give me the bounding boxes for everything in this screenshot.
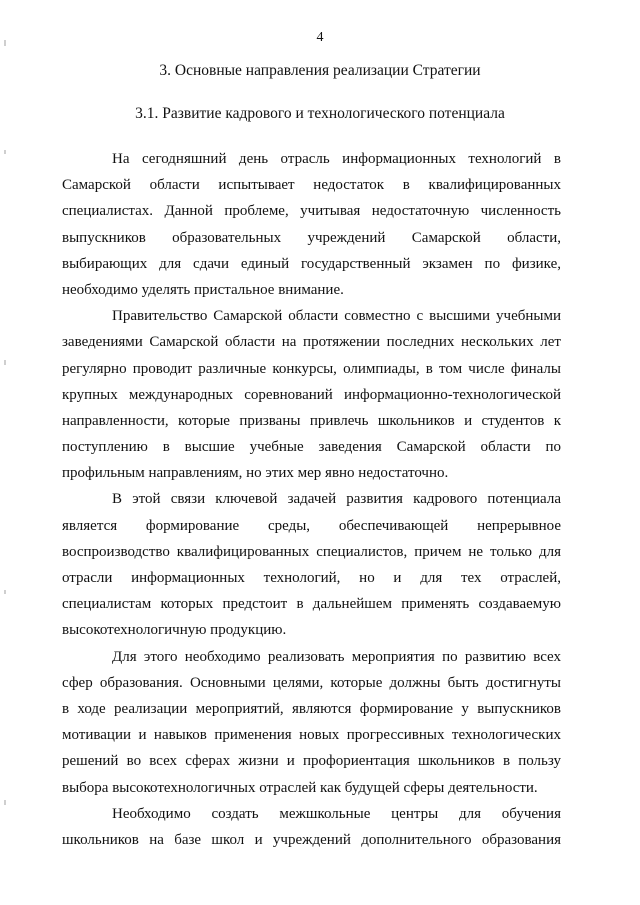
text-line: Правительство Самарской области совместно с высшими учебными: [112, 308, 561, 325]
text-line: поступлению в высшие учебные заведения Самарской области по: [62, 439, 561, 456]
subsection-title: 3.1. Развитие кадрового и технологического потенциала: [135, 105, 505, 122]
text-line: выбирающих для сдачи единый государственный экзамен по физике,: [62, 255, 561, 272]
section-title: 3. Основные направления реализации Стратегии: [159, 62, 481, 79]
text-line: регулярно проводит различные конкурсы, олимпиады, в том числе финалы: [62, 360, 561, 377]
text-line: в ходе реализации мероприятий, являются формирование у выпускников: [62, 700, 561, 717]
text-line: крупных международных соревнований информационно-технологической: [62, 386, 561, 403]
paragraph-3: [62, 486, 561, 643]
text-line: высокотехнологичную продукцию.: [62, 622, 287, 639]
text-line: решений во всех сферах жизни и профориентация школьников в пользу: [62, 753, 561, 770]
text-line: школьников на базе школ и учреждений дополнительного образования: [62, 831, 561, 848]
text-line: отрасли информационных технологий, но и для тех отраслей,: [62, 570, 561, 586]
text-line: необходимо уделять пристальное внимание.: [62, 281, 344, 298]
paragraph-5: [62, 801, 561, 853]
scan-edge-mark: [4, 590, 6, 594]
text-line: заведениями Самарской области на протяжении последних нескольких лет: [62, 334, 561, 351]
text-line: На сегодняшний день отрасль информационных технологий в: [112, 151, 561, 167]
paragraph-4: [62, 644, 561, 801]
paragraph-2: [62, 303, 561, 486]
text-line: выбора высокотехнологичных отраслей как будущей сферы деятельности.: [62, 779, 538, 796]
text-line: мотивации и навыков применения новых прогрессивных технологических: [62, 727, 561, 744]
paragraph-1: [62, 146, 561, 303]
document-body: [62, 146, 561, 853]
text-line: Необходимо создать межшкольные центры для обучения: [112, 805, 561, 822]
text-line: Для этого необходимо реализовать мероприятия по развитию всех: [112, 648, 561, 665]
text-line: В этой связи ключевой задачей развития кадрового потенциала: [112, 491, 561, 508]
page-number: 4: [316, 30, 324, 45]
text-line: специалистам которых предстоит в дальнейшем применять создаваемую: [62, 596, 561, 613]
text-line: сфер образования. Основными целями, которые должны быть достигнуты: [62, 674, 561, 691]
text-line: направленности, которые призваны привлечь школьников и студентов к: [62, 412, 561, 429]
scan-edge-mark: [4, 360, 6, 365]
text-line: выпускников образовательных учреждений Самарской области,: [62, 229, 561, 246]
scan-edge-mark: [4, 800, 6, 805]
text-line: Самарской области испытывает недостаток в квалифицированных: [62, 177, 561, 194]
text-line: профильным направлениям, но этих мер явно недостаточно.: [62, 465, 449, 482]
text-line: воспроизводство квалифицированных специалистов, причем не только для: [62, 543, 561, 560]
text-line: является формирование среды, обеспечивающей непрерывное: [62, 517, 561, 534]
text-line: специалистах. Данной проблеме, учитывая недостаточную численность: [62, 203, 561, 220]
scan-edge-mark: [4, 150, 6, 154]
